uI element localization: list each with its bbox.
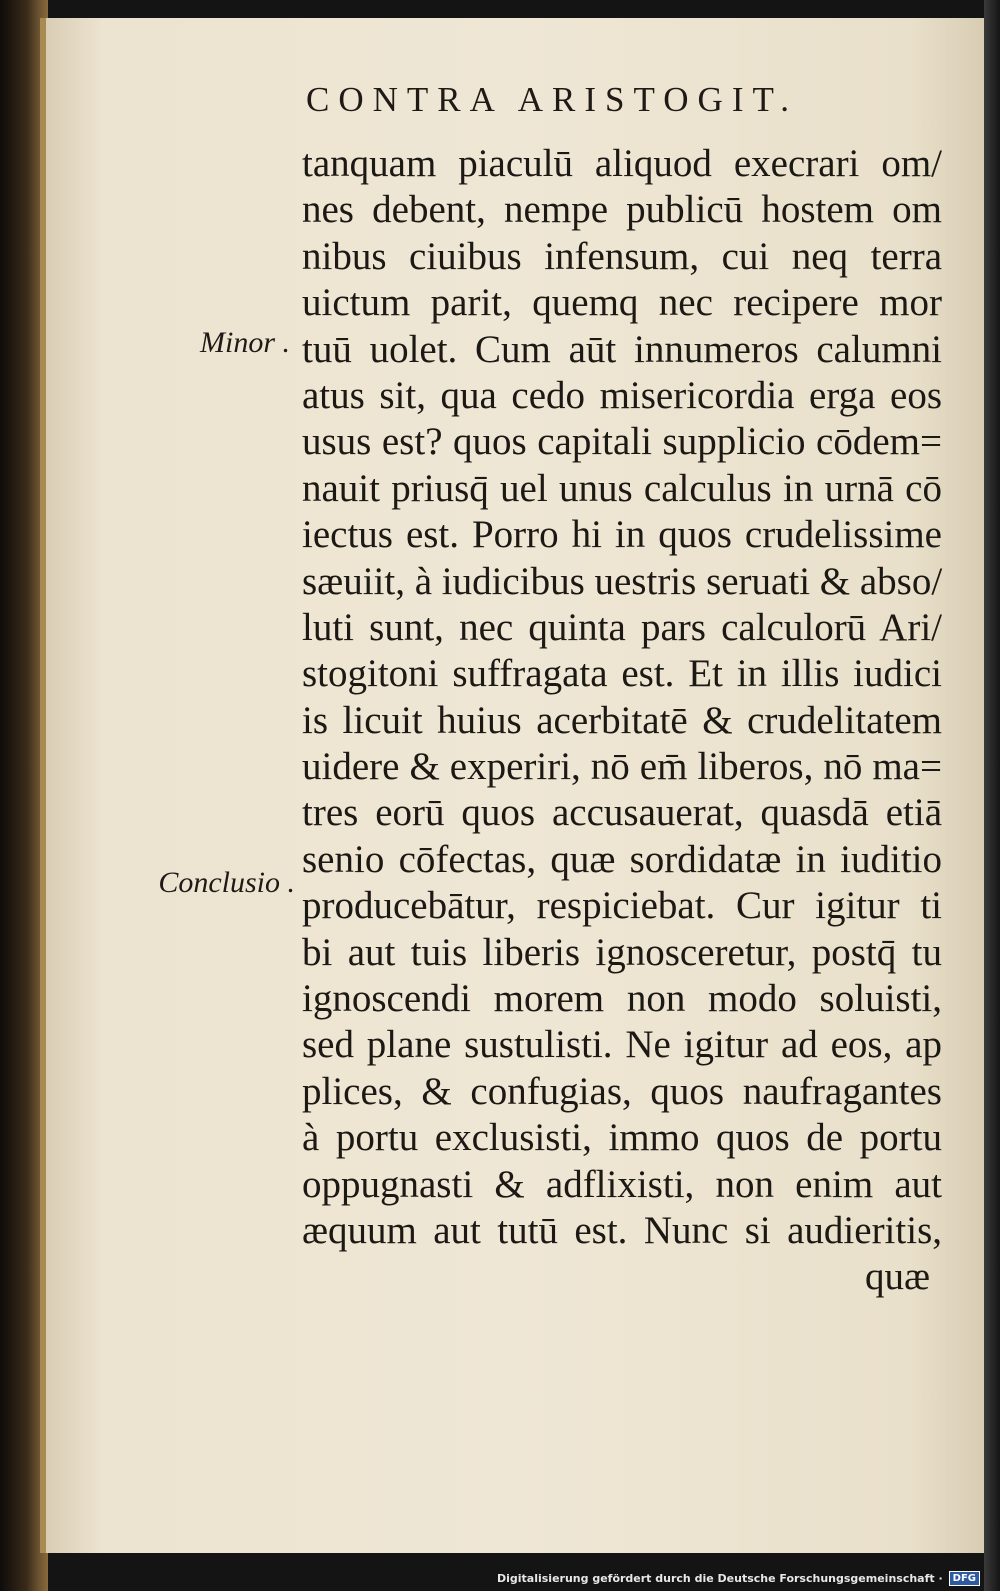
- text-line: nauit priusq̄ uel unus calculus in urnā cō: [302, 466, 942, 510]
- dfg-logo: DFG: [949, 1571, 980, 1586]
- text-line: bi aut tuis liberis ignosceretur, postq̄ tu: [302, 930, 942, 974]
- digitization-credit: [496, 1568, 980, 1588]
- text-line: uidere & experiri, nō em̄ liberos, nō ma=: [302, 745, 942, 789]
- text-line: nibus ciuibus infensum, cui neq terra: [302, 234, 942, 278]
- text-line: sed plane sustulisti. Ne igitur ad eos, ap: [302, 1023, 942, 1067]
- credit-text: Digitalisierung gefördert durch die Deutsche Forschungsgemeinschaft ·: [496, 1571, 943, 1585]
- text-line: oppugnasti & adflixisti, non enim aut: [302, 1162, 942, 1206]
- text-line: uictum parit, quemq nec recipere mor: [302, 281, 942, 325]
- running-title: CONTRA ARISTOGIT.: [306, 80, 799, 119]
- text-line: nes debent, nempe publicū hostem om: [302, 188, 942, 232]
- text-line: luti sunt, nec quinta pars calculorū Ari/: [302, 605, 942, 649]
- text-line: tuū uolet. Cum aūt innumeros calumni: [302, 327, 942, 371]
- text-line: ignoscendi morem non modo soluisti,: [302, 977, 942, 1021]
- text-line: producebātur, respiciebat. Cur igitur ti: [302, 884, 942, 928]
- text-line: usus est? quos capitali supplicio cōdem=: [302, 420, 942, 464]
- text-line: tanquam piaculū aliquod execrari om/: [302, 142, 942, 185]
- text-line: iectus est. Porro hi in quos crudelissime: [302, 513, 942, 557]
- text-line: stogitoni suffragata est. Et in illis iudici: [302, 652, 942, 696]
- text-line: atus sit, qua cedo misericordia erga eos: [302, 373, 942, 417]
- catchword: quæ: [864, 1255, 930, 1299]
- body-text: [302, 141, 942, 1301]
- text-line: sæuiit, à iudicibus uestris seruati & abso/: [302, 559, 943, 603]
- marginal-note-minor: Minor .: [200, 326, 290, 359]
- text-line: à portu exclusisti, immo quos de portu: [302, 1116, 942, 1160]
- text-line: tres eorū quos accusauerat, quasdā etiā: [302, 791, 942, 835]
- marginal-note-conclusio: Conclusio .: [158, 866, 295, 899]
- text-line: plices, & confugias, quos naufragantes: [302, 1069, 942, 1113]
- text-line: æquum aut tutū est. Nunc si audieritis,: [302, 1208, 942, 1252]
- page-edge: [984, 0, 1000, 1591]
- text-line: senio cōfectas, quæ sordidatæ in iuditio: [302, 837, 942, 881]
- text-line: is licuit huius acerbitatē & crudelitatem: [302, 698, 942, 742]
